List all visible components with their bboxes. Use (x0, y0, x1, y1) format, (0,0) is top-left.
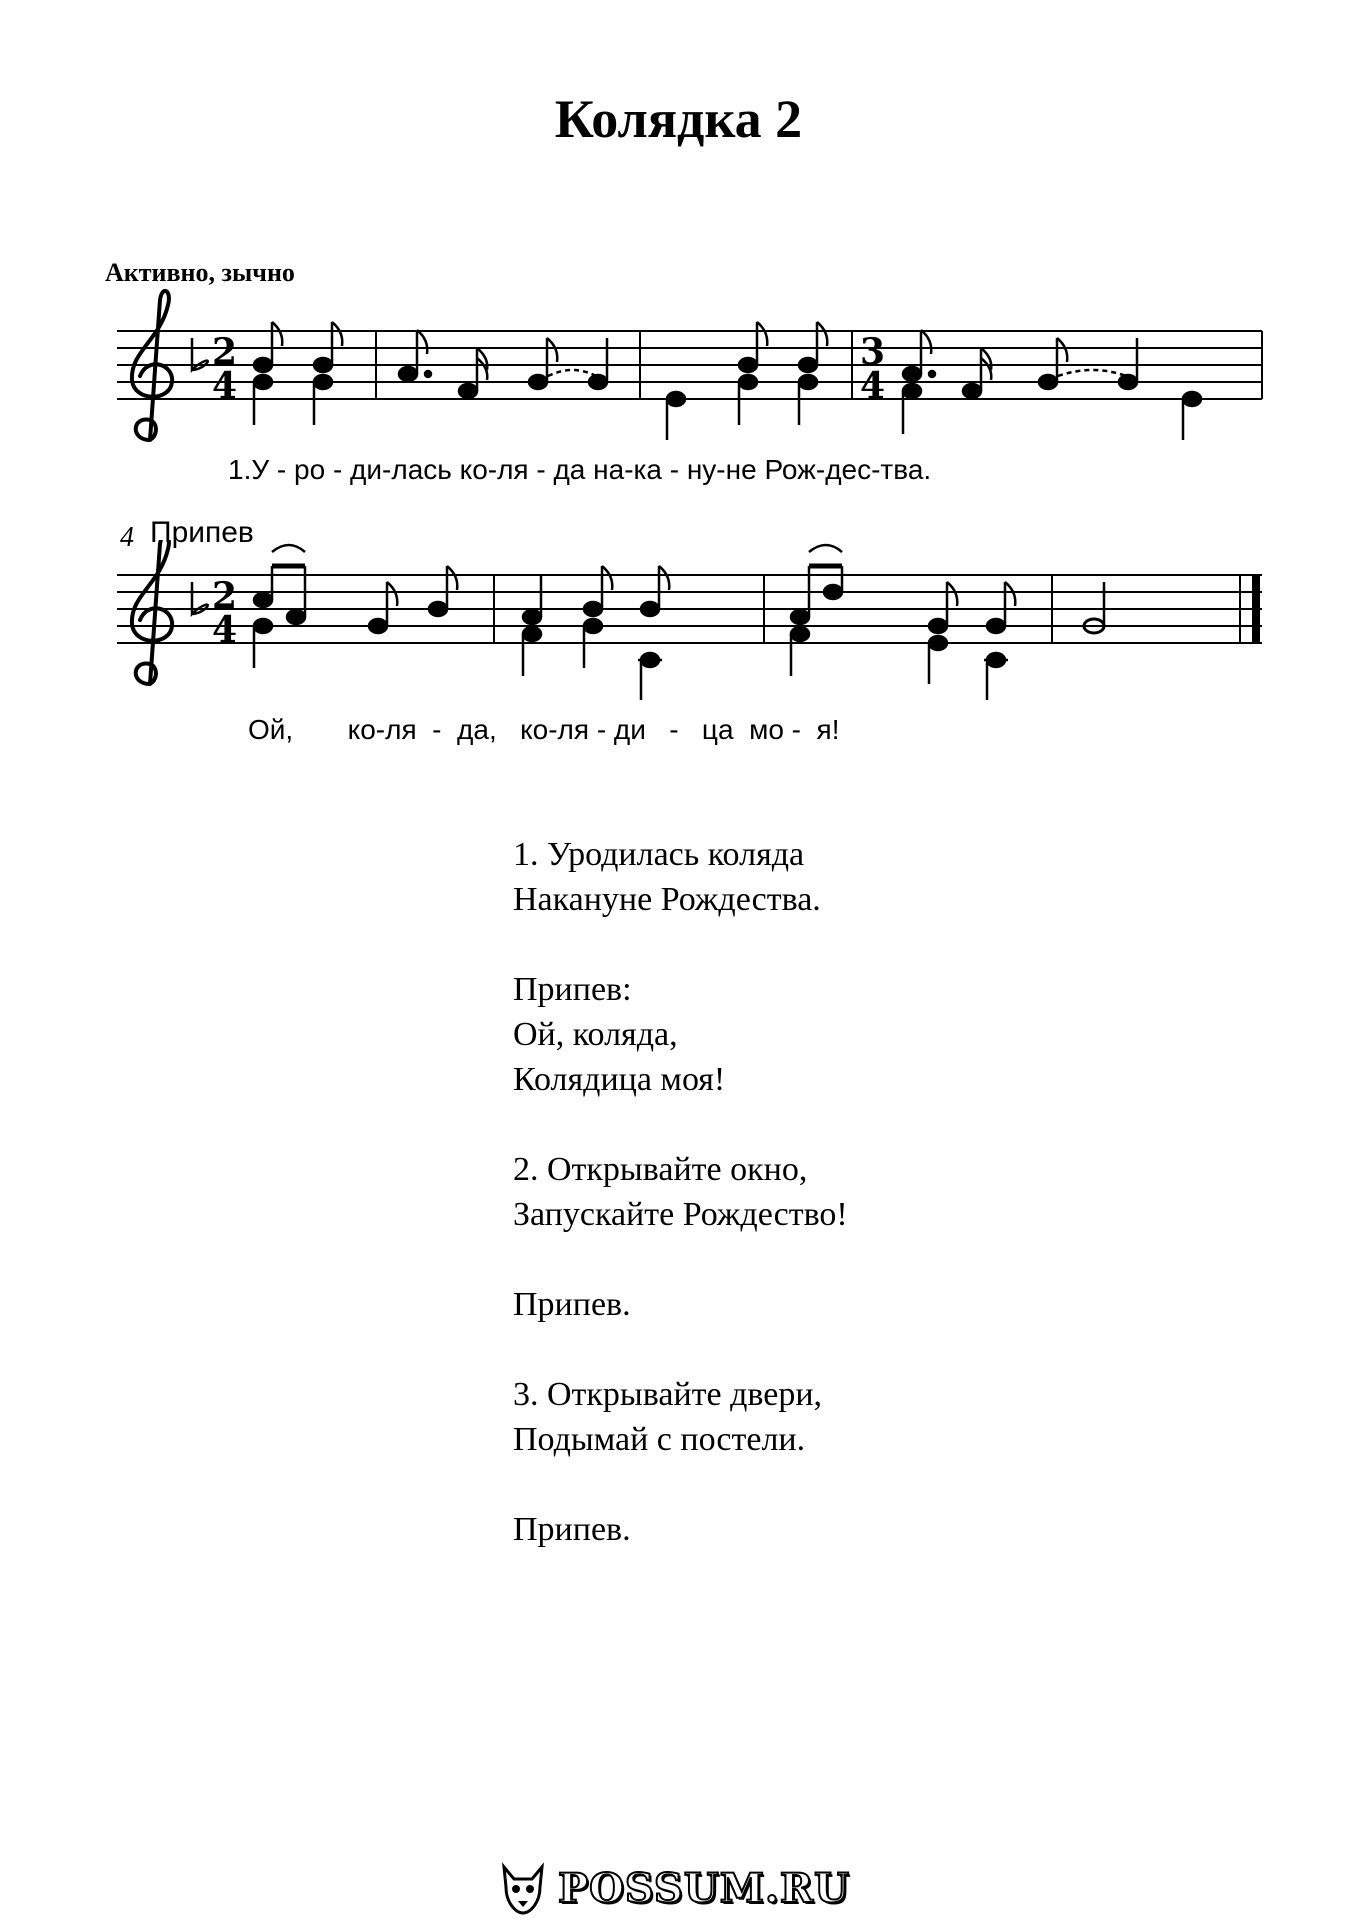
lyrics-line-2: Ой, ко-ля - да, ко-ля - ди - ца мо - я! (248, 714, 840, 745)
logo-text: POSSUM.RU (558, 1864, 851, 1912)
verse-line: Припев: (513, 971, 632, 1008)
site-logo (498, 1860, 850, 1916)
svg-text:4: 4 (860, 365, 886, 407)
verse-stanza (513, 832, 848, 922)
verse-stanza (513, 967, 848, 1102)
measure-number: 4 (120, 522, 134, 553)
time-signature-2-4: 2 (212, 331, 238, 373)
svg-text:4: 4 (212, 609, 238, 651)
time-signature-2-4: 2 (212, 575, 238, 617)
tempo-marking: Активно, зычно (105, 258, 295, 287)
notes-measure-1 (254, 322, 342, 425)
lyrics-line-1: 1.У - ро - ди-лась ко-ля - да на-ка - ну-не Рож-дес-тва. (228, 454, 932, 485)
verse-line: Припев. (513, 1511, 631, 1548)
verse-line: Колядица моя! (513, 1061, 726, 1098)
svg-text:4: 4 (212, 365, 238, 407)
verse-stanza (513, 1282, 848, 1327)
verse-line: Припев. (513, 1286, 631, 1323)
verse-line: 3. Открывайте двери, (513, 1376, 823, 1413)
staff-system-2 (0, 540, 1357, 740)
possum-icon (498, 1861, 548, 1915)
notes-measure-4 (903, 330, 1201, 440)
verse-stanza (513, 1372, 848, 1462)
verse-line: Запускайте Рождество! (513, 1196, 848, 1233)
verse-line: Ой, коляда, (513, 1016, 678, 1053)
verse-stanza (513, 1507, 848, 1552)
verse-stanza (513, 1147, 848, 1237)
verses-text (513, 832, 848, 1597)
treble-clef-icon (132, 540, 172, 684)
page-title: Колядка 2 (554, 89, 803, 149)
verse-line: 2. Открывайте окно, (513, 1151, 808, 1188)
staff-lines-1 (117, 331, 1262, 399)
notes-measure-5 (254, 545, 457, 668)
notes-measure-7 (791, 545, 1015, 700)
section-label-refrain: Припев (150, 516, 254, 549)
verse-line: Подымай с постели. (513, 1421, 806, 1458)
verse-line: 1. Уродилась коляда (513, 836, 805, 873)
notes-measure-6 (523, 566, 669, 700)
verse-line: Накануне Рождества. (513, 881, 821, 918)
time-signature-3-4: 3 (860, 331, 886, 373)
